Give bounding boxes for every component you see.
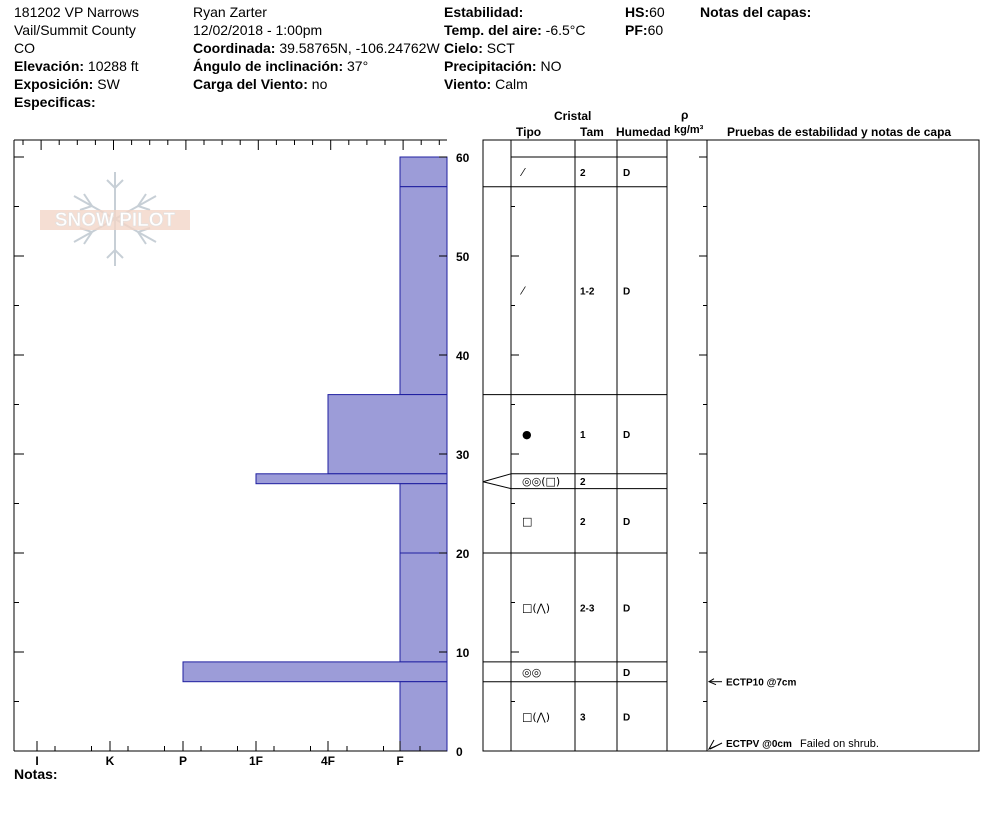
pf-label: PF: [625, 22, 648, 38]
hardness-tick-label: 1F [248, 754, 264, 768]
layer-moisture: D [623, 712, 631, 724]
hardness-tick-label: I [35, 754, 39, 768]
precip-value: NO [540, 58, 562, 74]
density-unit-header: kg/m³ [674, 124, 704, 136]
crystal-size: 1-2 [580, 286, 595, 298]
precip-label: Precipitación: [444, 58, 537, 74]
slope-value: 37° [347, 58, 369, 74]
crystal-type: ◎◎ [522, 665, 542, 679]
wind-value: Calm [495, 76, 528, 92]
depth-tick-label: 0 [456, 745, 463, 759]
sky-label: Cielo: [444, 40, 483, 56]
hardness-tick-label: K [105, 754, 115, 768]
crystal-size: 2 [580, 516, 586, 528]
test-note: Failed on shrub. [800, 738, 879, 750]
layer-notes-label: Notas del capas: [700, 4, 812, 20]
hardness-tick-label: P [178, 754, 188, 768]
crystal-size: 1 [580, 430, 586, 442]
notes-label: Notas: [14, 766, 58, 782]
crystal-size: 2-3 [580, 603, 595, 615]
depth-tick-label: 20 [456, 547, 470, 561]
coord-value: 39.58765N, -106.24762W [279, 40, 440, 56]
crystal-header: Cristal [554, 109, 592, 123]
test-code: ECTPV @0cm [726, 739, 792, 750]
logo-text: SNOW PILOT [54, 210, 176, 231]
thin-layer-connector [483, 474, 511, 482]
air-temp-label: Temp. del aire: [444, 22, 542, 38]
hardness-bar [400, 187, 447, 395]
elevation-value: 10288 ft [87, 58, 139, 74]
pf-value: 60 [647, 22, 664, 38]
wind-label: Viento: [444, 76, 492, 92]
wind-load-label: Carga del Viento: [193, 76, 308, 92]
rho-header: ρ [681, 108, 689, 122]
elevation-label: Elevación: [14, 58, 85, 74]
depth-tick-label: 40 [456, 349, 470, 363]
hs-value: 60 [649, 4, 665, 20]
aspect-value: SW [97, 76, 120, 92]
hardness-tick-label: 4F [320, 754, 336, 768]
hardness-bar [328, 395, 447, 474]
hs-label: HS: [625, 4, 650, 20]
layer-table-frame [483, 140, 979, 751]
size-header: Tam [580, 125, 604, 139]
specifics-label: Especificas: [14, 94, 96, 110]
snowpilot-logo [40, 172, 190, 266]
layer-moisture: D [623, 667, 631, 679]
hardness-bar [256, 474, 447, 484]
location-name: 181202 VP Narrows [14, 4, 140, 20]
moisture-header: Humedad [616, 125, 671, 139]
depth-tick-label: 10 [456, 646, 470, 660]
region-name: Vail/Summit County [14, 22, 136, 38]
slope-label: Ángulo de inclinación: [193, 58, 344, 74]
crystal-size: 2 [580, 167, 586, 179]
depth-tick-label: 60 [456, 151, 470, 165]
layer-moisture: D [623, 516, 631, 528]
test-code: ECTP10 @7cm [726, 677, 797, 689]
hardness-bar [400, 157, 447, 187]
crystal-type: ⁄ [522, 284, 524, 298]
observer-name: Ryan Zarter [193, 4, 267, 20]
sky-value: SCT [486, 40, 515, 56]
air-temp-value: -6.5°C [545, 22, 586, 38]
hardness-bar [183, 662, 447, 682]
crystal-size: 2 [580, 477, 586, 489]
depth-tick-label: 30 [456, 448, 470, 462]
hardness-tick-label: F [396, 754, 404, 768]
layer-moisture: D [623, 286, 631, 298]
aspect-label: Exposición: [14, 76, 94, 92]
coord-label: Coordinada: [193, 40, 276, 56]
layer-moisture: D [623, 603, 631, 615]
crystal-type: ◎◎(□) [522, 475, 561, 489]
hardness-bar [400, 484, 447, 553]
hardness-bar [400, 682, 447, 751]
test-arrow-head [709, 740, 716, 749]
layer-moisture: D [623, 430, 631, 442]
hardness-bar [400, 553, 447, 662]
tests-header: Pruebas de estabilidad y notas de capa [727, 125, 952, 139]
crystal-type: ● [522, 428, 532, 442]
depth-tick-label: 50 [456, 250, 470, 264]
stability-label: Estabilidad: [444, 4, 524, 20]
observation-datetime: 12/02/2018 - 1:00pm [193, 22, 323, 38]
crystal-type: □(⋀) [522, 601, 550, 615]
crystal-size: 3 [580, 712, 586, 724]
crystal-type: □(⋀) [522, 710, 550, 724]
crystal-type: □ [522, 514, 533, 528]
thin-layer-connector [483, 482, 511, 489]
wind-load-value: no [311, 76, 328, 92]
crystal-type: ⁄ [522, 165, 524, 179]
type-header: Tipo [516, 125, 542, 139]
state-name: CO [14, 40, 35, 56]
layer-moisture: D [623, 167, 631, 179]
